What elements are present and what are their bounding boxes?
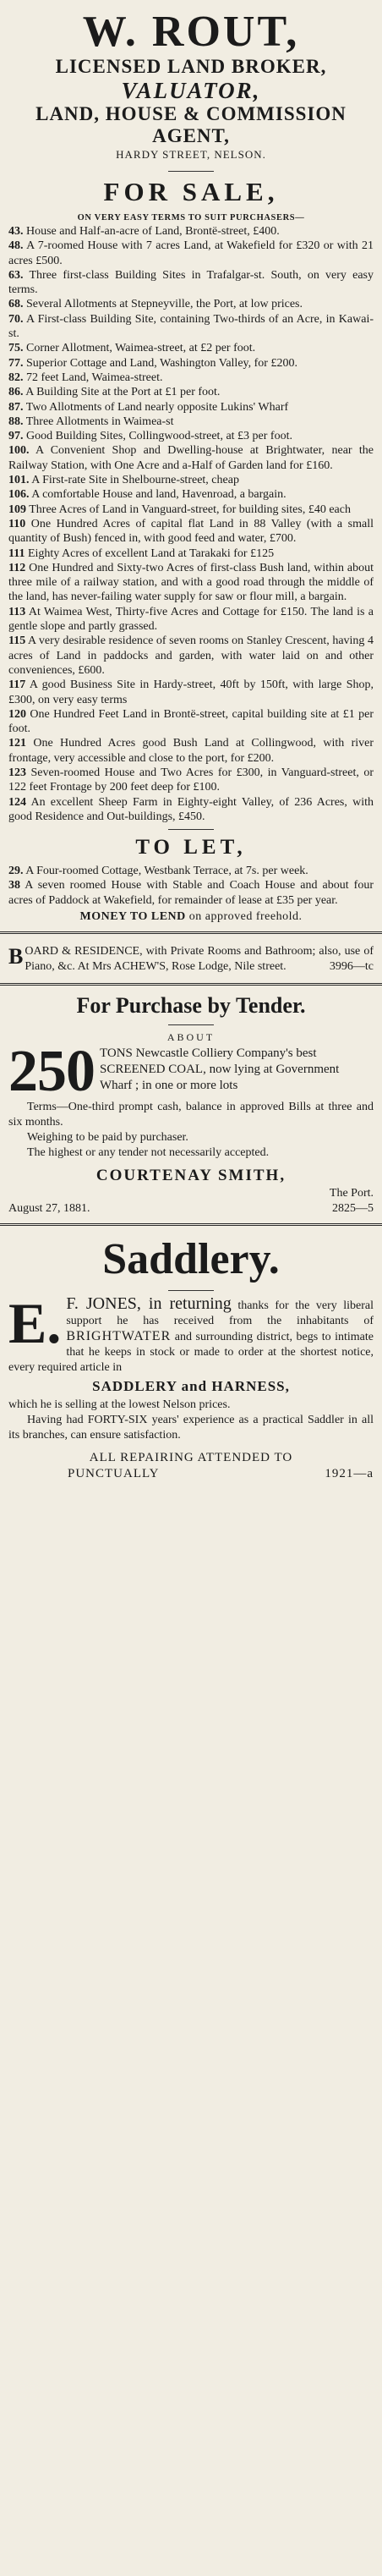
commission-line: LAND, HOUSE & COMMISSION (35, 103, 347, 124)
tender-date: August 27, 1881. (8, 1202, 90, 1216)
listing-text: 72 feet Land, Waimea-street. (26, 371, 163, 384)
listing-number: 43. (8, 225, 24, 238)
listing-text: Several Allotments at Stepneyville, the Port, at low prices. (26, 298, 303, 311)
listing-item (8, 239, 374, 268)
listing-item (8, 473, 374, 487)
listing-number: 29. (8, 865, 24, 878)
to-let-list (8, 864, 374, 908)
jones-experience: Having had FORTY-SIX years' experience as a practical Saddler in all its branches, can ensure satisfaction. (8, 1414, 374, 1442)
listing-number: 63. (8, 268, 24, 282)
listing-item (8, 268, 374, 298)
footer-row (8, 1466, 374, 1482)
listing-number: 120 (8, 707, 26, 721)
listing-number: 101. (8, 474, 30, 487)
listing-text: One Hundred Acres of capital flat Land in 88 Valley (with a small quantity of Bush) fenced in, with good feed and water, £700. (8, 517, 374, 546)
listing-text: At Waimea West, Thirty-five Acres and Cottage for £150. The land is a gentle slope and partly grassed. (8, 605, 374, 634)
listing-number: 121 (8, 737, 26, 750)
listing-item (8, 487, 374, 502)
listing-text: One Hundred Acres good Bush Land at Collingwood, with river frontage, very accessible and close to the port, for £200. (8, 737, 374, 765)
listing-number: 110 (8, 517, 26, 530)
listing-item (8, 766, 374, 795)
listing-number: 86. (8, 386, 24, 399)
agent-line: AGENT, (152, 125, 230, 146)
listing-text: A Building Site at the Port at £1 per foot. (25, 386, 221, 399)
listing-item (8, 795, 374, 825)
listing-number: 75. (8, 342, 24, 355)
coal-quantity: 250 (8, 1039, 95, 1105)
listing-text: A Four-roomed Cottage, Westbank Terrace, at 7s. per week. (25, 865, 308, 878)
listing-number: 117 (8, 678, 26, 692)
listing-number: 115 (8, 634, 26, 648)
drop-cap: B (8, 944, 24, 969)
listing-text: An excellent Sheep Farm in Eighty-eight Valley, of 236 Acres, with good Residence and Out-buildings, £450. (8, 795, 374, 823)
listing-number: 124 (8, 795, 26, 809)
listing-item (8, 400, 374, 415)
listing-item (8, 634, 374, 678)
listing-text: Corner Allotment, Waimea-street, at £2 per foot. (26, 342, 256, 355)
listing-text: A First-rate Site in Shelbourne-street, cheap (31, 474, 239, 487)
punctually: PUNCTUALLY (68, 1467, 160, 1481)
initial-letter: E. (8, 1291, 62, 1356)
for-sale-heading: FOR SALE, (103, 177, 279, 206)
listing-text: Seven-roomed House and Two Acres for £300, in Vanguard-street, or 122 feet Frontage by 200 feet deep for £100. (8, 766, 374, 794)
divider (168, 1290, 214, 1291)
tender-ad (8, 986, 374, 1223)
board-text: OARD & RESIDENCE, with Private Rooms and Bathroom; also, use of Piano, &c. At Mrs ACHEW'S, Rose Lodge, Nile street. (25, 945, 374, 974)
listing-item (8, 415, 374, 429)
coal-description: TONS Newcastle Colliery Company's best SCREENED COAL, now lying at Government Wharf ; in one or more lots (100, 1046, 340, 1093)
listing-number: 97. (8, 430, 24, 443)
listing-number: 123 (8, 766, 26, 779)
tender-highest: The highest or any tender not necessarily accepted. (27, 1146, 270, 1160)
money-to-lend (8, 908, 374, 931)
terms-line: ON VERY EASY TERMS TO SUIT PURCHASERS— (77, 213, 305, 222)
listing-item (8, 341, 374, 355)
listing-item (8, 878, 374, 908)
listing-text: A very desirable residence of seven rooms on Stanley Crescent, having 4 acres of Land in paddocks and garden, with water laid on and other conveniences, £600. (8, 634, 374, 677)
listing-text: Three Allotments in Waimea-st (25, 415, 174, 428)
listing-text: House and Half-an-acre of Land, Brontë-street, £400. (26, 225, 280, 238)
listing-item (8, 224, 374, 239)
listing-item (8, 864, 374, 878)
listing-text: Good Building Sites, Collingwood-street, at £3 per foot. (26, 430, 292, 443)
board-ref: 3996—tc (329, 960, 374, 974)
listing-number: 111 (8, 547, 25, 560)
listing-item (8, 503, 374, 517)
listing-number: 82. (8, 371, 24, 384)
licensed-broker-line: LICENSED LAND BROKER, (55, 56, 327, 77)
listing-item (8, 605, 374, 634)
jones-goods: SADDLERY and HARNESS, (92, 1378, 290, 1395)
coal-offer (8, 1039, 374, 1105)
jones-text1: thanks for the very liberal support he has received from the inhabitants of (66, 1299, 374, 1328)
tender-title: For Purchase by Tender. (76, 993, 306, 1019)
listing-number: 112 (8, 561, 26, 574)
jones-text3: which he is selling at the lowest Nelson prices. (8, 1398, 231, 1412)
listing-number: 100. (8, 444, 30, 458)
listing-number: 68. (8, 298, 24, 311)
listing-number: 70. (8, 312, 24, 326)
listing-number: 88. (8, 415, 24, 428)
about-label: ABOUT (166, 1031, 216, 1044)
address-line: HARDY STREET, NELSON. (116, 148, 266, 161)
listing-item (8, 356, 374, 371)
saddlery-title: Saddlery. (102, 1235, 280, 1284)
for-sale-list (8, 224, 374, 824)
listing-item (8, 736, 374, 766)
advertiser-name: W. ROUT, (82, 8, 300, 56)
saddlery-body (8, 1291, 374, 1443)
repairing-line: ALL REPAIRING ATTENDED TO (89, 1451, 293, 1465)
divider (168, 829, 214, 830)
listing-item (8, 547, 374, 561)
listing-text: A comfortable House and land, Havenroad, a bargain. (31, 488, 286, 502)
money-rest: on approved freehold. (188, 910, 303, 924)
jones-place: BRIGHTWATER (66, 1329, 172, 1344)
tender-ref: 2825—5 (332, 1202, 374, 1216)
listing-text: A Convenient Shop and Dwelling-house at Brightwater, near the Railway Station, with One Acre and a-Half of Garden land for £160. (8, 444, 374, 472)
listing-item (8, 429, 374, 443)
listing-number: 87. (8, 400, 24, 414)
listing-number: 48. (8, 239, 24, 253)
listing-text: One Hundred and Sixty-two Acres of first-class Bush land, within about three mile of a railway station, and with a good road through the middle of the land, has never-failing water supply for saw or flour mill, a bargain. (8, 561, 374, 604)
listing-text: One Hundred Feet Land in Brontë-street, capital building site at £1 per foot. (8, 707, 374, 736)
tender-terms: Terms—One-third prompt cash, balance in approved Bills at three and six months. (8, 1101, 374, 1129)
listing-item (8, 517, 374, 547)
to-let-heading: TO LET, (135, 836, 247, 860)
listing-item (8, 443, 374, 473)
listing-item (8, 385, 374, 399)
listing-text: A seven roomed House with Stable and Coach House and about four acres of Paddock at Wakefield, for remainder of lease at £35 per year. (8, 879, 374, 907)
listing-number: 113 (8, 605, 26, 618)
listing-text: Eighty Acres of excellent Land at Tarakaki for £125 (27, 547, 275, 560)
listing-number: 77. (8, 356, 24, 370)
listing-text: Three Acres of Land in Vanguard-street, for building sites, £40 each (29, 503, 351, 516)
money-lead: MONEY TO LEND (79, 910, 186, 924)
jones-text2: and surrounding district, begs to intimate that he keeps in stock or made to order at the shortest notice, every required article in (8, 1331, 374, 1375)
valuator-line: VALUATOR, (121, 78, 261, 103)
divider (168, 1024, 214, 1025)
tender-place: The Port. (329, 1187, 374, 1200)
jones-lead: F. JONES, in returning (66, 1294, 232, 1314)
tender-weighing: Weighing to be paid by purchaser. (27, 1131, 188, 1145)
listing-item (8, 371, 374, 385)
saddlery-ad (8, 1226, 374, 1482)
listing-item (8, 297, 374, 311)
board-residence-ad (8, 934, 374, 983)
listing-text: A First-class Building Site, containing Two-thirds of an Acre, in Kawai-st. (8, 312, 374, 341)
listing-item (8, 312, 374, 342)
divider (168, 171, 214, 172)
listing-number: 106. (8, 488, 30, 502)
listing-number: 38 (8, 879, 20, 893)
saddlery-ref: 1921—a (325, 1467, 374, 1481)
listing-text: Superior Cottage and Land, Washington Valley, for £200. (26, 356, 297, 370)
listing-text: A 7-roomed House with 7 acres Land, at Wakefield for £320 or with 21 acres £500. (8, 239, 374, 267)
tender-date-row (8, 1201, 374, 1223)
listing-item (8, 707, 374, 737)
listing-item (8, 561, 374, 605)
listing-text: A good Business Site in Hardy-street, 40ft by 150ft, with large Shop, £300, on very easy terms (8, 678, 374, 706)
tender-signature: COURTENAY SMITH, (96, 1167, 286, 1185)
listing-number: 109 (8, 503, 26, 516)
rout-header (8, 0, 374, 166)
listing-text: Two Allotments of Land nearly opposite Lukins' Wharf (25, 400, 289, 414)
listing-item (8, 678, 374, 707)
listing-text: Three first-class Building Sites in Trafalgar-st. South, on very easy terms. (8, 268, 374, 297)
